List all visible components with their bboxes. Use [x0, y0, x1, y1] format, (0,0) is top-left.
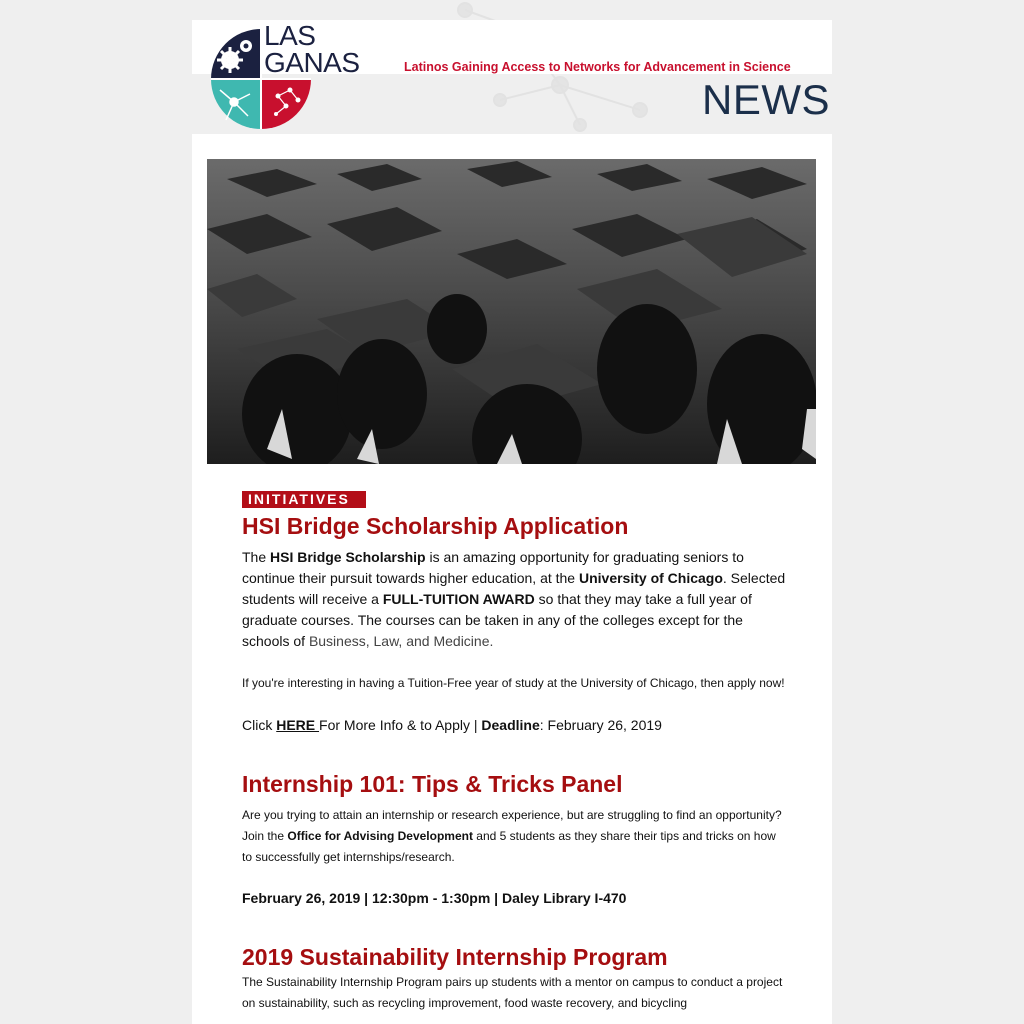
article-hsi-bridge	[242, 491, 787, 736]
articles	[242, 491, 787, 1014]
text-run: The	[242, 549, 271, 565]
text-run: so that they may take a full year of graduate courses. The courses can be taken in any of the colleges except for the schools of	[242, 591, 752, 649]
article-title: 2019 Sustainability Internship Program	[242, 944, 668, 970]
article-title: HSI Bridge Scholarship Application	[242, 513, 629, 539]
article-paragraph: The Sustainability Internship Program pairs up students with a mentor on campus to conduct a project on sustainability, such as recycling improvement, food waste recovery, and bicycling	[242, 975, 783, 1010]
bold-text: HSI Bridge Scholarship	[270, 549, 426, 565]
logo-wordmark	[264, 22, 360, 76]
category-tag: INITIATIVES	[242, 491, 366, 508]
bold-text: Office for Advising Development	[287, 829, 473, 843]
article-internship-101	[242, 769, 787, 909]
text-run: . Selected students will receive a	[242, 570, 786, 607]
newsletter-header	[192, 20, 832, 134]
logo-line-ganas: GANAS	[264, 47, 360, 78]
text-run: For More Info & to Apply |	[319, 717, 482, 733]
bold-text: University of Chicago	[578, 570, 723, 586]
article-paragraph	[242, 805, 787, 868]
text-run: Business, Law, and Medicine.	[308, 633, 494, 649]
article-paragraph: If you're interesting in having a Tuition-Free year of study at the University of Chicago, then apply now!	[242, 676, 785, 690]
text-run: Are you trying to attain an internship or research experience, but are struggling to find an opportunity? Join the	[242, 808, 782, 843]
text-run: Click	[242, 717, 277, 733]
bold-text: FULL-TUITION AWARD	[382, 591, 535, 607]
article-title: Internship 101: Tips & Tricks Panel	[242, 771, 623, 797]
deadline-date: : February 26, 2019	[539, 717, 662, 733]
event-details: February 26, 2019 | 12:30pm - 1:30pm | Daley Library I-470	[242, 890, 627, 906]
newsletter-body	[192, 134, 832, 1024]
text-run: is an amazing opportunity for graduating seniors to continue their pursuit towards higher education, at the	[242, 549, 744, 586]
hero-graduation-image	[207, 159, 816, 464]
article-sustainability	[242, 942, 787, 1014]
tagline: Latinos Gaining Access to Networks for Advancement in Science	[404, 60, 791, 74]
article-paragraph	[242, 547, 787, 652]
apply-here-link[interactable]: HERE	[276, 717, 320, 733]
article-cta	[242, 715, 787, 736]
logo-line-las: LAS	[264, 20, 316, 51]
news-title: NEWS	[702, 76, 830, 123]
deadline-label: Deadline	[481, 717, 540, 733]
text-run: and 5 students as they share their tips and tricks on how to successfully get internships/research.	[242, 829, 776, 864]
